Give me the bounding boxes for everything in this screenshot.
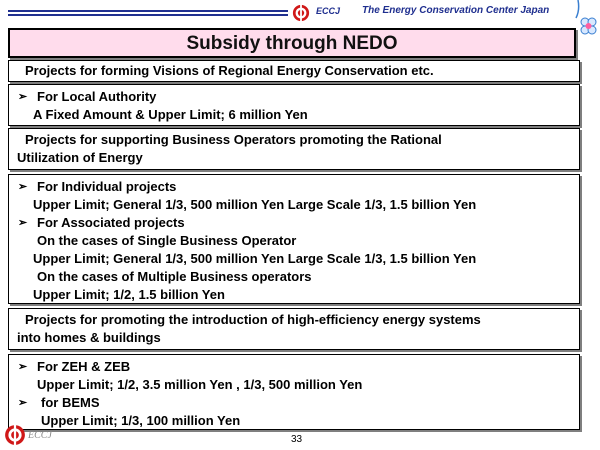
detail-text: Upper Limit; General 1/3, 500 million Yen Large Scale 1/3, 1.5 billion Yen bbox=[33, 197, 477, 212]
bullet-text: For Individual projects bbox=[37, 179, 177, 194]
section-heading: Projects for forming Visions of Regional Energy Conservation etc. bbox=[25, 63, 434, 78]
header-rule bbox=[8, 10, 288, 12]
section-heading-line: Utilization of Energy bbox=[17, 150, 143, 165]
header-org-full: The Energy Conservation Center Japan bbox=[362, 5, 550, 16]
section-heading-box bbox=[8, 60, 580, 82]
sub-text: On the cases of Single Business Operator bbox=[37, 233, 297, 248]
bullet-text: For ZEH & ZEB bbox=[37, 359, 131, 374]
section-body-box bbox=[8, 174, 580, 304]
sub-text: On the cases of Multiple Business operators bbox=[37, 269, 312, 284]
section-heading-box bbox=[8, 128, 580, 170]
bullet-text: for BEMS bbox=[41, 395, 100, 410]
section-body-box bbox=[8, 354, 580, 430]
section-heading-box bbox=[8, 308, 580, 350]
section-body-box bbox=[8, 84, 580, 126]
header-org-short: ECCJ bbox=[316, 6, 341, 16]
detail-text: Upper Limit; General 1/3, 500 million Yen Large Scale 1/3, 1.5 billion Yen bbox=[33, 251, 477, 266]
detail-text: Upper Limit; 1/2, 1.5 billion Yen bbox=[33, 287, 225, 302]
arrow-bullet-icon: ➢ bbox=[18, 181, 28, 193]
eccj-logo-icon bbox=[4, 424, 26, 446]
page-number: 33 bbox=[291, 434, 303, 445]
section-heading-line: into homes & buildings bbox=[17, 330, 161, 345]
bullet-text: For Associated projects bbox=[37, 215, 185, 230]
arrow-bullet-icon: ➢ bbox=[18, 217, 28, 229]
arrow-bullet-icon: ➢ bbox=[18, 91, 28, 103]
arrow-bullet-icon: ➢ bbox=[18, 361, 28, 373]
arrow-bullet-icon: ➢ bbox=[18, 397, 28, 409]
section-heading-line: Projects for promoting the introduction of high-efficiency energy systems bbox=[25, 312, 481, 327]
eccj-logo-icon bbox=[292, 4, 310, 22]
detail-text: Upper Limit; 1/2, 3.5 million Yen , 1/3, 500 million Yen bbox=[37, 377, 363, 392]
bullet-text: For Local Authority bbox=[37, 89, 157, 104]
detail-text: Upper Limit; 1/3, 100 million Yen bbox=[41, 413, 241, 428]
page-title: Subsidy through NEDO bbox=[186, 33, 398, 54]
header-rule bbox=[8, 14, 288, 16]
detail-text: A Fixed Amount & Upper Limit; 6 million Yen bbox=[33, 107, 308, 122]
footer-org-short: ECCJ bbox=[28, 430, 52, 441]
section-heading-line: Projects for supporting Business Operators promoting the Rational bbox=[25, 132, 442, 147]
title-box bbox=[8, 28, 576, 58]
